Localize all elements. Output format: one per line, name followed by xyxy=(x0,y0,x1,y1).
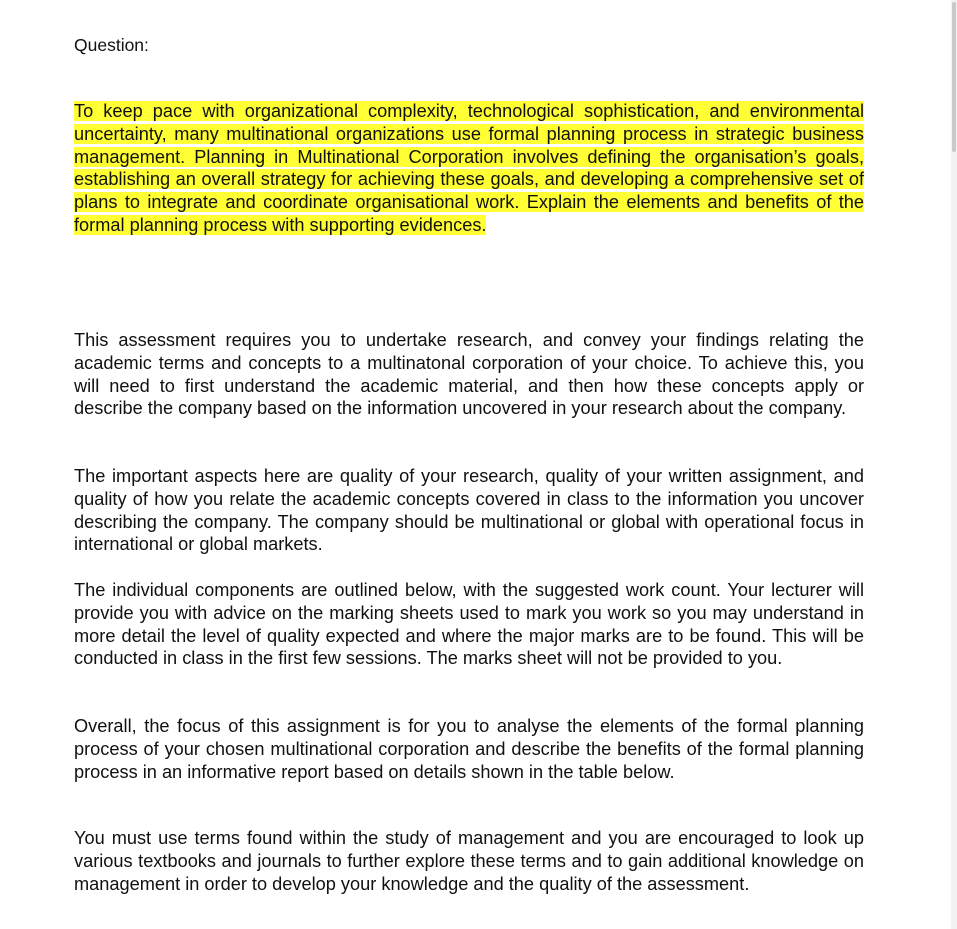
instruction-paragraph-quality: The important aspects here are quality of your research, quality of your written assignment, and quality of how you relate the academic concepts covered in class to the information you uncover describing the company. The company should be multinational or global with operational focus in international or global markets. xyxy=(74,466,864,555)
instruction-paragraph-focus: Overall, the focus of this assignment is for you to analyse the elements of the formal planning process of your chosen multinational corporation and describe the benefits of the formal planning process in an informative report based on details shown in the table below. xyxy=(74,716,864,782)
instruction-paragraph-components: The individual components are outlined below, with the suggested work count. Your lecturer will provide you with advice on the marking sheets used to mark you work so you may understand in more detail the level of quality expected and where the major marks are to be found. This will be conducted in class in the first few sessions. The marks sheet will not be provided to you. xyxy=(74,580,864,669)
instruction-paragraph-research: This assessment requires you to undertake research, and convey your findings relating the academic terms and concepts to a multinatonal corporation of your choice. To achieve this, you will need to first understand the academic material, and then how these concepts apply or describe the company based on the information uncovered in your research about the company. xyxy=(74,330,864,419)
highlighted-question-text: To keep pace with organizational complexity, technological sophistication, and environmental uncertainty, many multinational organizations use formal planning process in strategic business management. Planning in Multinational Corporation involves defining the organisation’s goals, establishing an overall strategy for achieving these goals, and developing a comprehensive set of plans to integrate and coordinate organisational work. Explain the elements and benefits of the formal planning process with supporting evidences. xyxy=(74,101,864,235)
vertical-scrollbar[interactable] xyxy=(951,0,957,929)
scrollbar-thumb[interactable] xyxy=(952,2,956,152)
question-paragraph xyxy=(74,100,864,237)
question-label: Question: xyxy=(74,35,149,55)
instruction-paragraph-terms: You must use terms found within the study of management and you are encouraged to look up various textbooks and journals to further explore these terms and to gain additional knowledge on management in order to develop your knowledge and the quality of the assessment. xyxy=(74,828,864,894)
